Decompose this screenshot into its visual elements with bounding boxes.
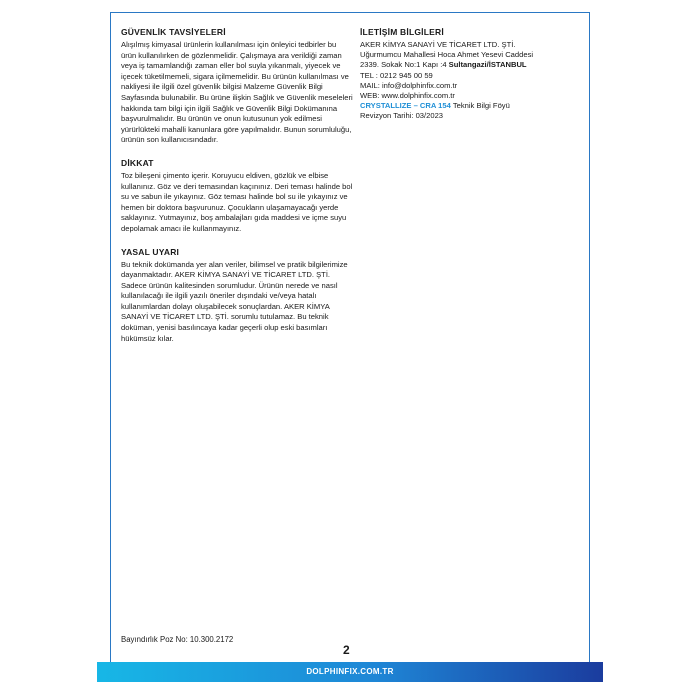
product-doc-type: Teknik Bilgi Föyü — [450, 101, 510, 111]
footer-bar — [97, 662, 603, 682]
address-line-2 — [360, 60, 575, 70]
safety-text: Alışılmış kimyasal ürünlerin kullanılması için önleyici tedbirler bu ürün kullanılırken de gözlenmelidir. Çalışmaya ara verildiği zaman veya iş tamamlandığı zaman eller bol suyla yıkanmalı, yiyecek ve içecek tüketilmemeli, sigara içilmemelidir. Bu ürünün kullanılması ve nakliyesi ile ilgili özel güvenlik bilgisi Malzeme Güvenlik Bilgi Sayfasında bulunabilir. Bu ürüne ilişkin Sağlık ve Güvenlik meseleleri hakkında tam bilgi için ilgili Sağlık ve Güvenlik Bilgi Dokümanına başvurulmalıdır. Bu ürünün ve onun kutusunun yok edilmesi yürürlükteki mahalli kanunlara göre yapılmalıdır. Bunun sorumluluğu, ürünün son kullanıcısındadır. — [121, 40, 353, 145]
product-name: CRYSTALLIZE – CRA 154 — [360, 101, 451, 111]
contact-section — [360, 27, 575, 122]
legal-text: Bu teknik dokümanda yer alan veriler, bilimsel ve pratik bilgilerimize dayanmaktadır. AKER KİMYA SANAYİ VE TİCARET LTD. ŞTİ. Sadece ürünün kalitesinden sorumludur. Ürünün nerede ve nasıl kullanılacağı ile ilgili yazılı öneriler dışındaki ve/veya hatalı kullanımlardan dolayı oluşabilecek sonuçlardan. AKER KİMYA SANAYİ VE TİCARET LTD. ŞTİ. sorumlu tutulamaz. Bu teknik doküman, yenisi basılıncaya kadar geçerli olup eski basımları hükümsüz kılar. — [121, 259, 348, 343]
legal-heading: YASAL UYARI — [121, 246, 180, 257]
page-number: 2 — [343, 643, 350, 657]
footer-site-link[interactable]: DOLPHINFIX.COM.TR — [306, 667, 394, 676]
phone: TEL : 0212 945 00 59 — [360, 70, 433, 80]
address-city: Sultangazi/İSTANBUL — [448, 60, 527, 70]
left-column — [121, 27, 353, 356]
legal-section — [121, 247, 353, 345]
address-line-1: Uğurmumcu Mahallesi Hoca Ahmet Yesevi Caddesi — [360, 50, 534, 60]
poz-number: Bayındırlık Poz No: 10.300.2172 — [121, 635, 234, 644]
caution-heading: DİKKAT — [121, 157, 154, 168]
revision-date: Revizyon Tarihi: 03/2023 — [360, 111, 444, 121]
product-line — [360, 101, 575, 111]
website: WEB: www.dolphinfix.com.tr — [360, 91, 455, 101]
email: MAIL: info@dolphinfix.com.tr — [360, 80, 458, 90]
contact-heading: İLETİŞİM BİLGİLERİ — [360, 27, 444, 37]
caution-text: Toz bileşeni çimento içerir. Koruyucu eldiven, gözlük ve elbise kullanınız. Göz ve deri temasından kaçınınız. Deri teması halinde bol su ve sabun ile yıkayınız. Göz teması halinde bol su ile yıkayınız ve hemen bir doktora başvurunuz. Çocukların ulaşamayacağı yerde saklayınız. Yutmayınız, boş ambalajları gıda maddesi ve içme suyu depolamak amacı ile kullanmayınız. — [121, 170, 353, 233]
safety-section — [121, 27, 353, 146]
safety-heading: GÜVENLİK TAVSİYELERİ — [121, 27, 226, 37]
caution-section — [121, 158, 353, 235]
company-name: AKER KİMYA SANAYİ VE TİCARET LTD. ŞTİ. — [360, 40, 516, 49]
address-street: 2339. Sokak No:1 Kapı :4 — [360, 60, 449, 70]
